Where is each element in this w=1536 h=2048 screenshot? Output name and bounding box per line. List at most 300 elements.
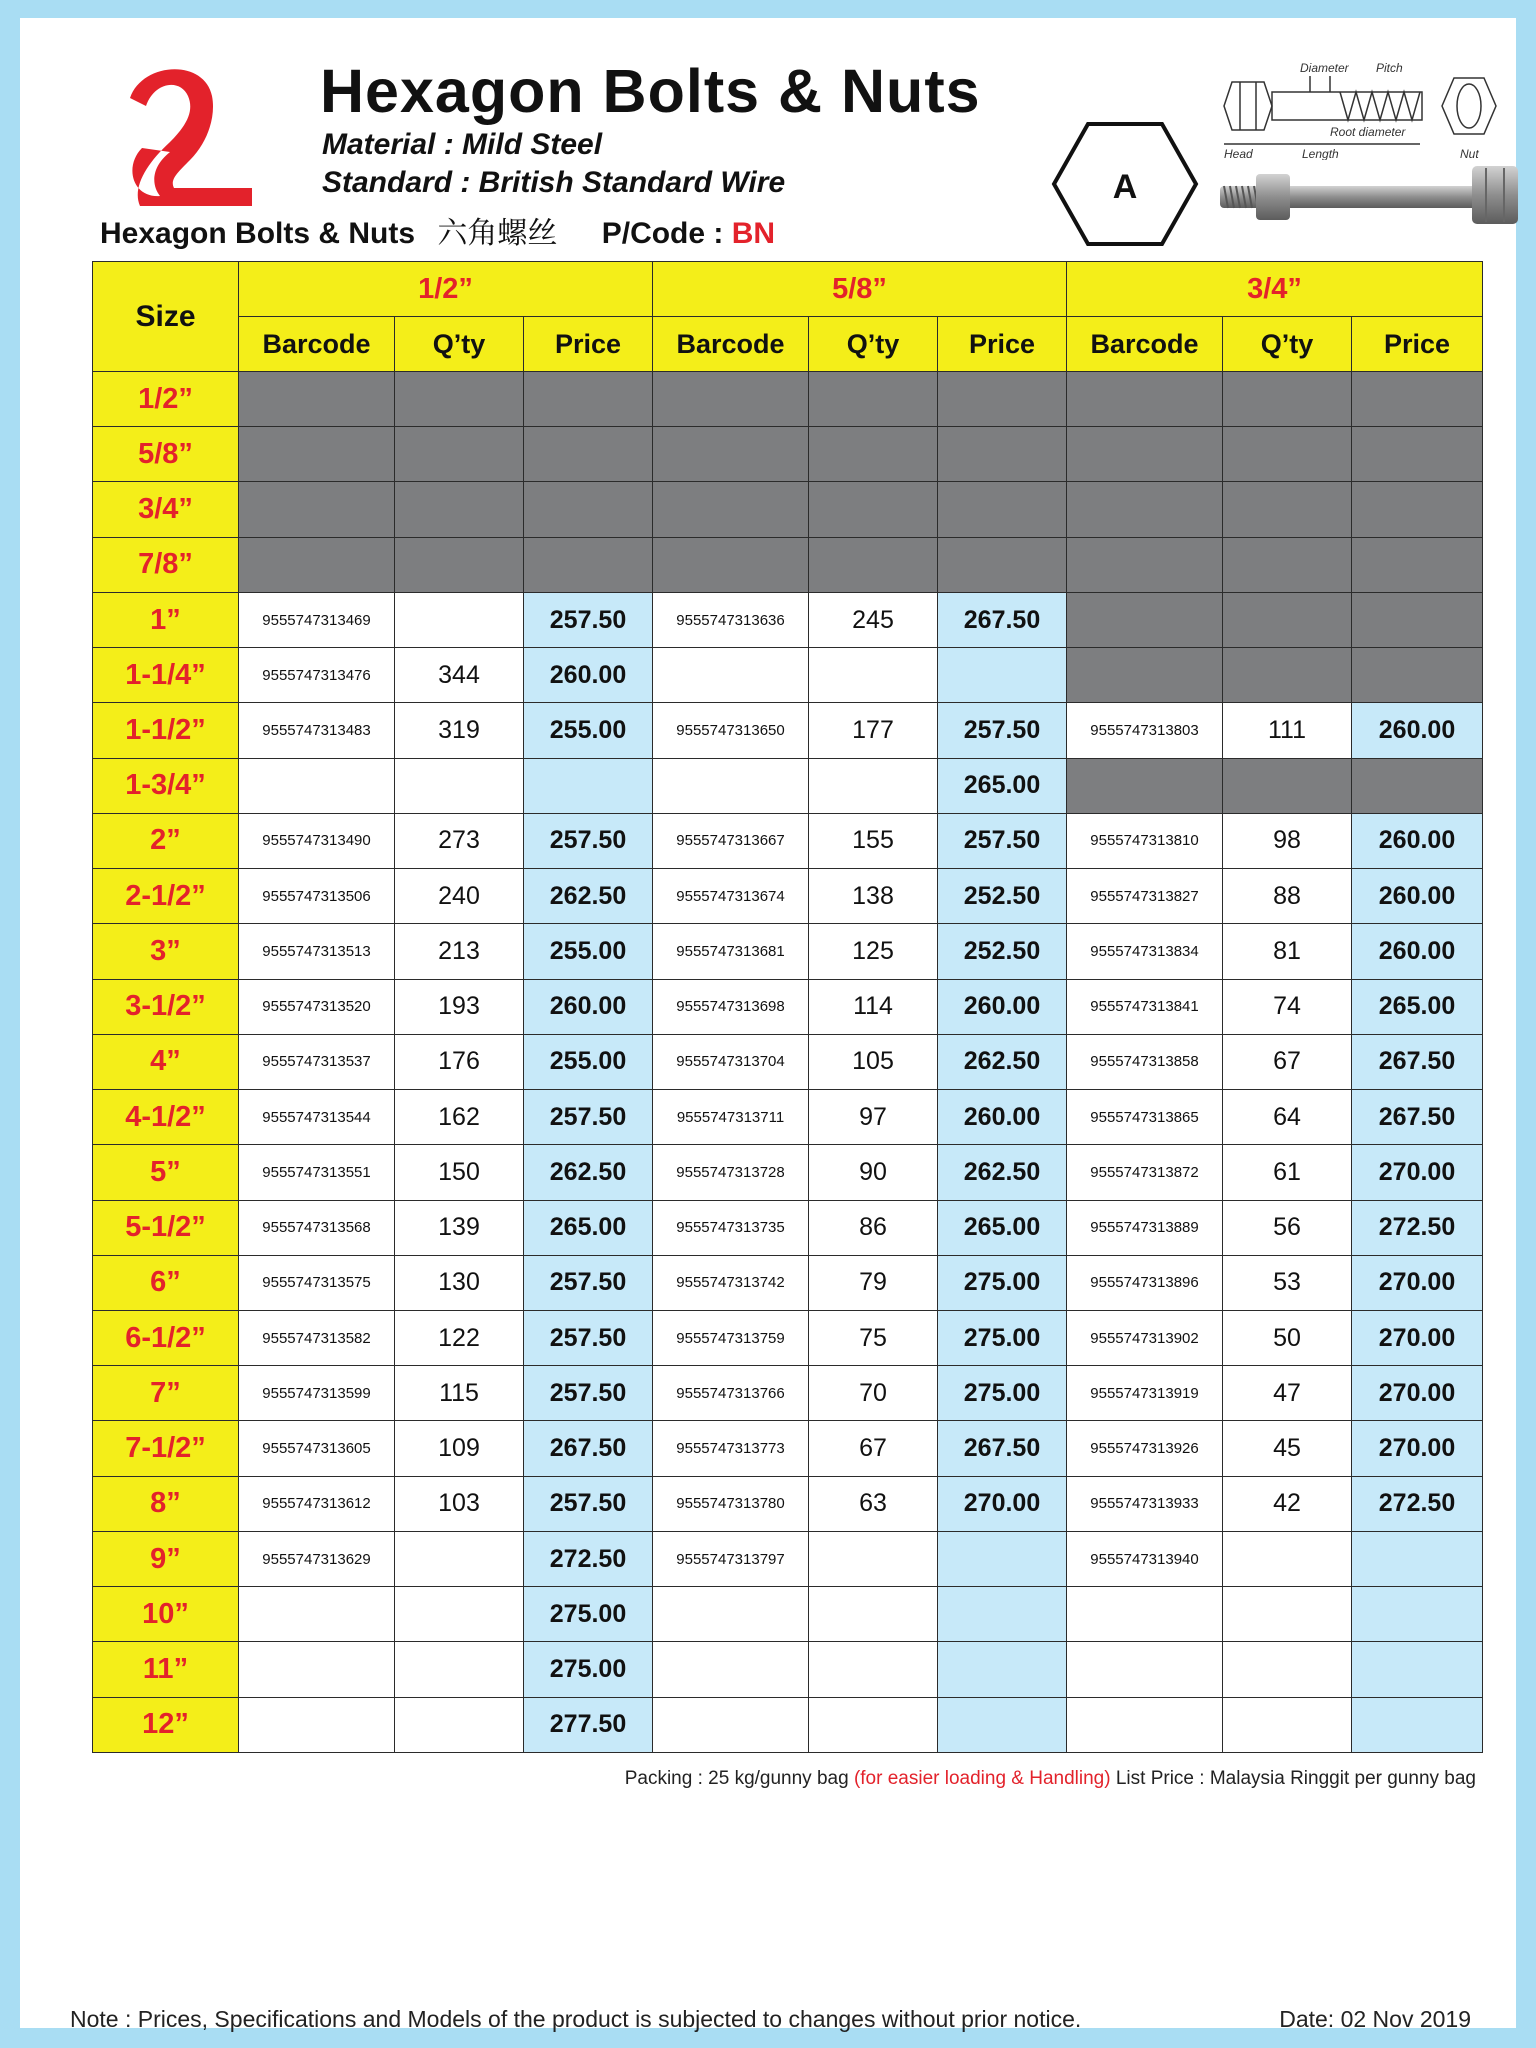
qty-cell: 155: [809, 813, 938, 868]
size-cell: 1/2”: [93, 372, 239, 427]
qty-cell: 105: [809, 1034, 938, 1089]
table-row: [93, 1310, 1483, 1365]
barcode-cell: 9555747313735: [653, 1200, 809, 1255]
price-cell: 275.00: [938, 1366, 1067, 1421]
qty-header: Q’ty: [1223, 317, 1352, 372]
price-cell: 270.00: [1352, 1366, 1483, 1421]
price-cell: 252.50: [938, 924, 1067, 979]
qty-cell: [1223, 1697, 1352, 1752]
qty-cell: [395, 1587, 524, 1642]
table-row: [93, 1587, 1483, 1642]
unavailable-cell: [1223, 592, 1352, 647]
qty-cell: 273: [395, 813, 524, 868]
price-cell: 267.50: [1352, 1090, 1483, 1145]
label-pitch: Pitch: [1376, 61, 1403, 75]
product-line-label: Hexagon Bolts & Nuts: [100, 217, 416, 250]
price-cell: 262.50: [524, 1145, 653, 1200]
qty-cell: 213: [395, 924, 524, 979]
label-length: Length: [1302, 147, 1339, 160]
unavailable-cell: [395, 427, 524, 482]
qty-cell: [395, 592, 524, 647]
table-row: [93, 758, 1483, 813]
material-line: Material : Mild Steel: [322, 128, 603, 161]
barcode-cell: 9555747313902: [1067, 1310, 1223, 1365]
size-cell: 3-1/2”: [93, 979, 239, 1034]
price-cell: [938, 1642, 1067, 1697]
unavailable-cell: [1223, 372, 1352, 427]
qty-cell: [395, 758, 524, 813]
unavailable-cell: [653, 372, 809, 427]
size-column-header: Size: [93, 262, 239, 372]
price-cell: 260.00: [938, 979, 1067, 1034]
size-cell: 5-1/2”: [93, 1200, 239, 1255]
qty-cell: 90: [809, 1145, 938, 1200]
unavailable-cell: [653, 537, 809, 592]
qty-cell: 56: [1223, 1200, 1352, 1255]
size-cell: 12”: [93, 1697, 239, 1752]
bolt-diagram-icon: [1220, 60, 1520, 160]
qty-cell: 63: [809, 1476, 938, 1531]
barcode-cell: 9555747313537: [239, 1034, 395, 1089]
barcode-cell: 9555747313476: [239, 648, 395, 703]
barcode-cell: 9555747313766: [653, 1366, 809, 1421]
barcode-cell: [1067, 1587, 1223, 1642]
barcode-cell: [653, 648, 809, 703]
barcode-cell: 9555747313742: [653, 1255, 809, 1310]
size-cell: 7/8”: [93, 537, 239, 592]
barcode-cell: 9555747313759: [653, 1310, 809, 1365]
size-cell: 3/4”: [93, 482, 239, 537]
barcode-cell: 9555747313773: [653, 1421, 809, 1476]
unavailable-cell: [239, 482, 395, 537]
qty-cell: [395, 1642, 524, 1697]
price-cell: [1352, 1587, 1483, 1642]
barcode-cell: 9555747313889: [1067, 1200, 1223, 1255]
qty-cell: 67: [1223, 1034, 1352, 1089]
qty-cell: 50: [1223, 1310, 1352, 1365]
unavailable-cell: [809, 537, 938, 592]
barcode-cell: 9555747313544: [239, 1090, 395, 1145]
price-cell: 257.50: [524, 1366, 653, 1421]
size-cell: 5”: [93, 1145, 239, 1200]
price-cell: [1352, 1642, 1483, 1697]
barcode-cell: 9555747313841: [1067, 979, 1223, 1034]
price-cell: 257.50: [524, 813, 653, 868]
price-cell: 272.50: [1352, 1476, 1483, 1531]
price-cell: 257.50: [524, 592, 653, 647]
barcode-cell: 9555747313612: [239, 1476, 395, 1531]
barcode-cell: 9555747313582: [239, 1310, 395, 1365]
list-price-note: List Price : Malaysia Ringgit per gunny bag: [1115, 1768, 1476, 1789]
barcode-cell: 9555747313605: [239, 1421, 395, 1476]
qty-cell: 245: [809, 592, 938, 647]
price-cell: 257.50: [938, 703, 1067, 758]
label-diameter: Diameter: [1300, 61, 1349, 75]
table-row: [93, 648, 1483, 703]
barcode-cell: 9555747313704: [653, 1034, 809, 1089]
qty-cell: 130: [395, 1255, 524, 1310]
unavailable-cell: [524, 372, 653, 427]
qty-cell: 162: [395, 1090, 524, 1145]
table-row: [93, 869, 1483, 924]
size-cell: 5/8”: [93, 427, 239, 482]
table-row: [93, 979, 1483, 1034]
qty-cell: 103: [395, 1476, 524, 1531]
barcode-cell: 9555747313698: [653, 979, 809, 1034]
table-row: [93, 537, 1483, 592]
price-cell: 257.50: [524, 1090, 653, 1145]
qty-cell: [395, 1697, 524, 1752]
table-row: [93, 703, 1483, 758]
barcode-cell: 9555747313865: [1067, 1090, 1223, 1145]
barcode-cell: 9555747313575: [239, 1255, 395, 1310]
unavailable-cell: [1067, 427, 1223, 482]
unavailable-cell: [938, 482, 1067, 537]
qty-cell: [1223, 1587, 1352, 1642]
unavailable-cell: [1223, 537, 1352, 592]
table-row: [93, 592, 1483, 647]
price-cell: [1352, 1531, 1483, 1586]
barcode-cell: 9555747313469: [239, 592, 395, 647]
unavailable-cell: [1067, 537, 1223, 592]
barcode-cell: 9555747313780: [653, 1476, 809, 1531]
price-cell: 275.00: [938, 1310, 1067, 1365]
price-cell: 255.00: [524, 703, 653, 758]
hexagon-grade-icon: [1050, 120, 1200, 248]
barcode-cell: 9555747313520: [239, 979, 395, 1034]
barcode-cell: 9555747313711: [653, 1090, 809, 1145]
barcode-cell: 9555747313728: [653, 1145, 809, 1200]
qty-cell: 70: [809, 1366, 938, 1421]
price-sheet: [20, 18, 1516, 2032]
price-cell: 257.50: [524, 1255, 653, 1310]
table-row: [93, 482, 1483, 537]
price-cell: 265.00: [524, 1200, 653, 1255]
table-row: [93, 1090, 1483, 1145]
unavailable-cell: [1352, 482, 1483, 537]
unavailable-cell: [239, 537, 395, 592]
qty-cell: 139: [395, 1200, 524, 1255]
unavailable-cell: [1352, 537, 1483, 592]
barcode-cell: 9555747313599: [239, 1366, 395, 1421]
table-row: [93, 1421, 1483, 1476]
unavailable-cell: [1223, 427, 1352, 482]
price-cell: [938, 1587, 1067, 1642]
barcode-cell: 9555747313919: [1067, 1366, 1223, 1421]
price-cell: 277.50: [524, 1697, 653, 1752]
size-cell: 11”: [93, 1642, 239, 1697]
unavailable-cell: [809, 427, 938, 482]
qty-cell: 79: [809, 1255, 938, 1310]
barcode-cell: [239, 758, 395, 813]
table-row: [93, 1200, 1483, 1255]
size-cell: 4”: [93, 1034, 239, 1089]
table-row: [93, 1366, 1483, 1421]
unavailable-cell: [1352, 592, 1483, 647]
barcode-cell: [653, 1587, 809, 1642]
unavailable-cell: [653, 427, 809, 482]
unavailable-cell: [239, 372, 395, 427]
barcode-cell: [1067, 1642, 1223, 1697]
barcode-cell: [239, 1642, 395, 1697]
barcode-header: Barcode: [1067, 317, 1223, 372]
barcode-cell: 9555747313490: [239, 813, 395, 868]
price-cell: 267.50: [938, 1421, 1067, 1476]
unavailable-cell: [1223, 648, 1352, 703]
table-row: [93, 1697, 1483, 1752]
qty-cell: 177: [809, 703, 938, 758]
qty-cell: 98: [1223, 813, 1352, 868]
barcode-cell: 9555747313568: [239, 1200, 395, 1255]
qty-cell: 64: [1223, 1090, 1352, 1145]
chinese-name: 六角螺丝: [437, 216, 558, 251]
disclaimer-note: Note : Prices, Specifications and Models of the product is subjected to changes without prior notice.: [70, 2006, 1082, 2032]
price-cell: 272.50: [524, 1531, 653, 1586]
packing-note: (for easier loading & Handling): [853, 1768, 1111, 1789]
unavailable-cell: [1352, 758, 1483, 813]
barcode-cell: 9555747313858: [1067, 1034, 1223, 1089]
brand-logo: [112, 56, 262, 206]
qty-cell: 67: [809, 1421, 938, 1476]
price-cell: 260.00: [938, 1090, 1067, 1145]
barcode-cell: 9555747313926: [1067, 1421, 1223, 1476]
barcode-cell: 9555747313681: [653, 924, 809, 979]
price-cell: 262.50: [524, 869, 653, 924]
unavailable-cell: [524, 482, 653, 537]
price-table-body: [93, 372, 1483, 1753]
barcode-cell: 9555747313834: [1067, 924, 1223, 979]
unavailable-cell: [1067, 482, 1223, 537]
barcode-cell: 9555747313797: [653, 1531, 809, 1586]
barcode-cell: 9555747313629: [239, 1531, 395, 1586]
qty-cell: [395, 1531, 524, 1586]
price-cell: 260.00: [524, 648, 653, 703]
price-cell: 272.50: [1352, 1200, 1483, 1255]
qty-cell: [1223, 1642, 1352, 1697]
price-cell: 275.00: [524, 1587, 653, 1642]
size-cell: 2”: [93, 813, 239, 868]
price-cell: 275.00: [524, 1642, 653, 1697]
barcode-cell: 9555747313872: [1067, 1145, 1223, 1200]
packing-text: Packing : 25 kg/gunny bag: [624, 1768, 849, 1789]
price-cell: 270.00: [938, 1476, 1067, 1531]
size-cell: 7-1/2”: [93, 1421, 239, 1476]
qty-cell: [1223, 1531, 1352, 1586]
qty-cell: [809, 1531, 938, 1586]
barcode-cell: 9555747313933: [1067, 1476, 1223, 1531]
barcode-cell: [653, 758, 809, 813]
price-cell: 275.00: [938, 1255, 1067, 1310]
qty-cell: [809, 758, 938, 813]
barcode-cell: [239, 1697, 395, 1752]
size-cell: 9”: [93, 1531, 239, 1586]
barcode-cell: 9555747313810: [1067, 813, 1223, 868]
unavailable-cell: [395, 372, 524, 427]
qty-cell: 81: [1223, 924, 1352, 979]
qty-cell: 240: [395, 869, 524, 924]
page-title: Hexagon Bolts & Nuts: [320, 57, 981, 125]
barcode-cell: 9555747313636: [653, 592, 809, 647]
qty-cell: 176: [395, 1034, 524, 1089]
barcode-cell: 9555747313827: [1067, 869, 1223, 924]
table-row: [93, 372, 1483, 427]
size-cell: 2-1/2”: [93, 869, 239, 924]
qty-cell: 111: [1223, 703, 1352, 758]
unavailable-cell: [938, 537, 1067, 592]
qty-cell: 138: [809, 869, 938, 924]
barcode-cell: [1067, 1697, 1223, 1752]
pcode-label: P/Code :: [601, 217, 724, 250]
price-header: Price: [1352, 317, 1483, 372]
group-header-five-eighths: 5/8”: [653, 262, 1067, 317]
price-cell: 260.00: [1352, 813, 1483, 868]
logo-mark: [130, 69, 252, 206]
group-header-three-quarter: 3/4”: [1067, 262, 1483, 317]
table-row: [93, 1145, 1483, 1200]
qty-cell: [809, 648, 938, 703]
price-cell: [938, 1697, 1067, 1752]
price-table: [92, 261, 1483, 1753]
standard-line: Standard : British Standard Wire: [322, 166, 786, 199]
price-cell: 270.00: [1352, 1145, 1483, 1200]
qty-cell: [809, 1642, 938, 1697]
qty-cell: 115: [395, 1366, 524, 1421]
price-cell: 260.00: [1352, 924, 1483, 979]
price-cell: 252.50: [938, 869, 1067, 924]
qty-cell: 150: [395, 1145, 524, 1200]
unavailable-cell: [653, 482, 809, 537]
unavailable-cell: [809, 482, 938, 537]
bolt-photo-icon: [1216, 164, 1522, 226]
unavailable-cell: [1067, 758, 1223, 813]
barcode-cell: [239, 1587, 395, 1642]
price-cell: 262.50: [938, 1034, 1067, 1089]
price-cell: 265.00: [1352, 979, 1483, 1034]
price-cell: 260.00: [1352, 869, 1483, 924]
price-cell: 270.00: [1352, 1310, 1483, 1365]
group-header-half-inch: 1/2”: [239, 262, 653, 317]
qty-cell: 344: [395, 648, 524, 703]
label-head: Head: [1224, 147, 1253, 160]
qty-cell: 61: [1223, 1145, 1352, 1200]
unavailable-cell: [938, 372, 1067, 427]
qty-header: Q’ty: [395, 317, 524, 372]
unavailable-cell: [1067, 372, 1223, 427]
unavailable-cell: [1352, 427, 1483, 482]
qty-cell: 47: [1223, 1366, 1352, 1421]
price-header: Price: [524, 317, 653, 372]
table-row: [93, 1531, 1483, 1586]
table-row: [93, 1034, 1483, 1089]
unavailable-cell: [524, 427, 653, 482]
barcode-cell: 9555747313551: [239, 1145, 395, 1200]
size-cell: 8”: [93, 1476, 239, 1531]
price-cell: 262.50: [938, 1145, 1067, 1200]
price-header: Price: [938, 317, 1067, 372]
unavailable-cell: [395, 537, 524, 592]
size-cell: 1”: [93, 592, 239, 647]
size-cell: 4-1/2”: [93, 1090, 239, 1145]
table-row: [93, 427, 1483, 482]
size-cell: 6”: [93, 1255, 239, 1310]
size-cell: 6-1/2”: [93, 1310, 239, 1365]
price-cell: 270.00: [1352, 1255, 1483, 1310]
unavailable-cell: [1352, 648, 1483, 703]
price-cell: 265.00: [938, 758, 1067, 813]
barcode-cell: 9555747313650: [653, 703, 809, 758]
qty-cell: 114: [809, 979, 938, 1034]
pcode-value: BN: [731, 217, 776, 250]
price-cell: 255.00: [524, 924, 653, 979]
qty-cell: 319: [395, 703, 524, 758]
qty-cell: 109: [395, 1421, 524, 1476]
size-cell: 1-3/4”: [93, 758, 239, 813]
barcode-cell: 9555747313803: [1067, 703, 1223, 758]
qty-cell: 75: [809, 1310, 938, 1365]
qty-cell: 122: [395, 1310, 524, 1365]
price-cell: 265.00: [938, 1200, 1067, 1255]
qty-cell: 74: [1223, 979, 1352, 1034]
qty-cell: 86: [809, 1200, 938, 1255]
table-row: [93, 813, 1483, 868]
table-row: [93, 1642, 1483, 1697]
unavailable-cell: [809, 372, 938, 427]
unavailable-cell: [395, 482, 524, 537]
unavailable-cell: [938, 427, 1067, 482]
price-cell: 257.50: [524, 1476, 653, 1531]
qty-header: Q’ty: [809, 317, 938, 372]
qty-cell: [809, 1697, 938, 1752]
size-cell: 1-1/4”: [93, 648, 239, 703]
table-row: [93, 1476, 1483, 1531]
price-cell: 267.50: [938, 592, 1067, 647]
label-root-diameter: Root diameter: [1330, 125, 1406, 139]
price-cell: 270.00: [1352, 1421, 1483, 1476]
table-row: [93, 924, 1483, 979]
price-cell: 255.00: [524, 1034, 653, 1089]
price-cell: [938, 1531, 1067, 1586]
barcode-cell: 9555747313940: [1067, 1531, 1223, 1586]
price-cell: 260.00: [524, 979, 653, 1034]
packing-info: [625, 1768, 1476, 1790]
size-cell: 10”: [93, 1587, 239, 1642]
barcode-header: Barcode: [239, 317, 395, 372]
table-row: [93, 1255, 1483, 1310]
qty-cell: [809, 1587, 938, 1642]
label-nut: Nut: [1460, 147, 1479, 160]
unavailable-cell: [1067, 592, 1223, 647]
unavailable-cell: [1067, 648, 1223, 703]
barcode-cell: 9555747313506: [239, 869, 395, 924]
price-cell: 267.50: [1352, 1034, 1483, 1089]
qty-cell: 193: [395, 979, 524, 1034]
qty-cell: 88: [1223, 869, 1352, 924]
barcode-header: Barcode: [653, 317, 809, 372]
qty-cell: 125: [809, 924, 938, 979]
unavailable-cell: [1223, 482, 1352, 537]
barcode-cell: [653, 1697, 809, 1752]
barcode-cell: 9555747313674: [653, 869, 809, 924]
barcode-cell: 9555747313513: [239, 924, 395, 979]
product-code-line: [100, 208, 775, 252]
barcode-cell: 9555747313667: [653, 813, 809, 868]
price-cell: [524, 758, 653, 813]
unavailable-cell: [1352, 372, 1483, 427]
qty-cell: 53: [1223, 1255, 1352, 1310]
price-cell: 267.50: [524, 1421, 653, 1476]
price-cell: 257.50: [524, 1310, 653, 1365]
price-cell: [1352, 1697, 1483, 1752]
